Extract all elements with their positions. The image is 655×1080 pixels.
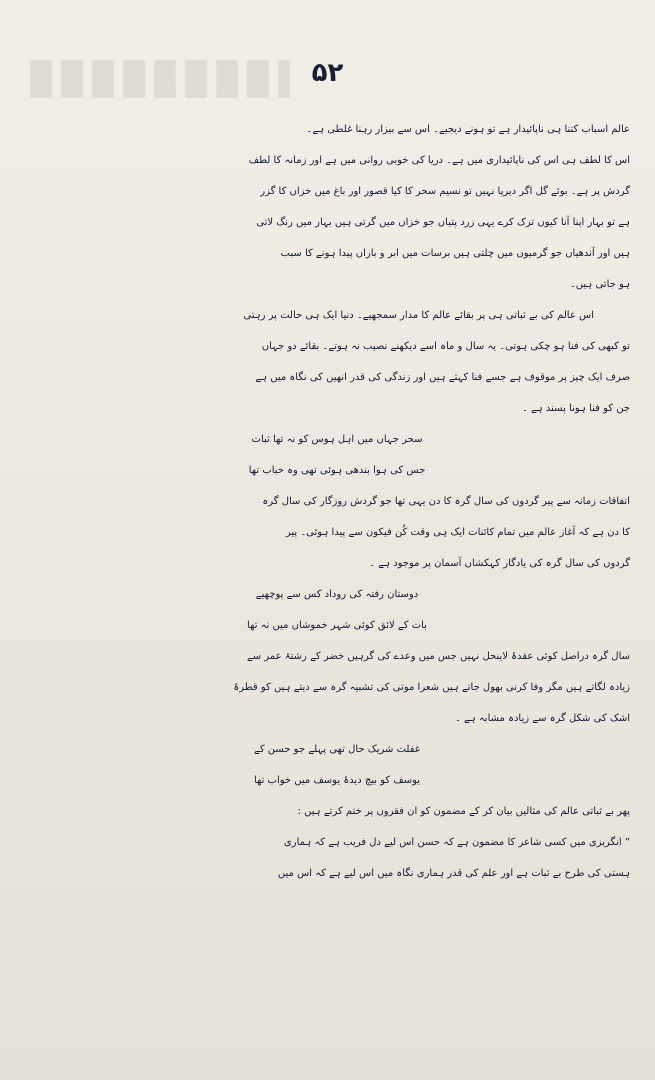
text-line: اشک کی شکل گرہ سے زیادہ مشابہ ہے ۔ [455,713,630,724]
page-number: ۵۲ [311,58,344,88]
text-line: کا دن ہے کہ آغاز عالم میں تمام کائنات ایک ہی وقت کُن فیکون سے پیدا ہوئی۔ پیر [285,527,630,538]
text-line: تو کبھی کی فنا ہو چکی ہوتی۔ یہ سال و ماہ اسے دیکھنے نصیب نہ ہوتے۔ بقائے دو جہاں [261,341,630,352]
text-line: ” انگریزی میں کسی شاعر کا مضمون ہے کہ حسن اس لیے دل فریب ہے کہ ہماری [283,837,630,848]
verse-line: سحر جہاں میں اہل ہوس کو نہ تھا ثبات [251,434,423,445]
text-line: اتفاقات زمانہ سے پیر گردوں کی سال گرہ کا دن یہی تھا جو گردش روزگار کی سال گرہ [262,496,630,507]
verse-line: دوستان رفتہ کی روداد کس سے پوچھیے [255,589,419,600]
verse-line: غفلت شریک حال تھی پہلے جو حسن کے [253,744,420,755]
text-line: اس کا لطف ہی اس کی ناپائیداری میں ہے۔ دریا کی خوبی روانی میں ہے اور زمانہ کا لطف [248,155,630,166]
text-line: زیادہ لگاتے ہیں مگر وفا کرنی بھول جاتے ہیں شعرا موتی کی تشبیہ گرہ سے دیتے ہیں کو قطرۂ [233,682,630,693]
text-line: ہو جاتی ہیں۔ [569,279,630,290]
text-line: ہے تو بہار اپنا آنا کیوں ترک کرے یہی زرد پتیاں جو خزاں میں گرتی ہیں بہار میں رنگ لاتی [256,217,630,228]
verse-line: بات کے لائق کوئی شہر خموشاں میں نہ تھا [247,620,427,631]
text-line: اس عالم کی بے ثباتی ہی پر بقائے عالم کا مدار سمجھیے۔ دنیا ایک ہی حالت پر رہتی [243,310,594,321]
text-line: ہستی کی طرح بے ثبات ہے اور علم کی قدر ہماری نگاہ میں اس لیے ہے کہ اس میں [277,868,630,879]
text-line: پھر بے ثباتی عالم کی مثالیں بیان کر کے مضمون کو ان فقروں پر ختم کرتے ہیں : [297,806,630,817]
text-line: ہیں اور آندھیاں جو گرمیوں میں چلتی ہیں برسات میں ابر و باراں پیدا ہونے کا سبب [280,248,630,259]
text-line: جن کو فنا ہونا پسند ہے ۔ [521,403,630,414]
verse-line: یوسف کو بیچ دیدۂ یوسف میں خواب تھا [253,775,421,786]
text-line: صرف ایک چیز پر موقوف ہے جسے فنا کہتے ہیں اور زندگی کی قدر انھیں کی نگاہ میں ہے [255,372,630,383]
text-line: سال گرہ دراصل کوئی عقدۂ لاینحل نہیں جس میں وعدے کی گرہیں خضر کے رشتۂ عمر سے [246,651,630,662]
page-text [44,118,630,1058]
text-line: عالم اسباب کتنا ہی ناپائیدار ہے تو ہونے دیجیے۔ اس سے بیزار رہنا غلطی ہے۔ [306,124,630,135]
text-line: گردوں کی سال گرہ کی یادگار کہکشاں آسمان پر موجود ہے ۔ [369,558,630,569]
verse-line: جس کی ہوا بندھی ہوئی تھی وہ حباب تھا [248,465,426,476]
text-line: گردش پر ہے۔ بوئے گل اگر دیرپا نہیں تو نسیم سحر کا کیا قصور اور باغ میں خزاں کا گزر [260,186,630,197]
